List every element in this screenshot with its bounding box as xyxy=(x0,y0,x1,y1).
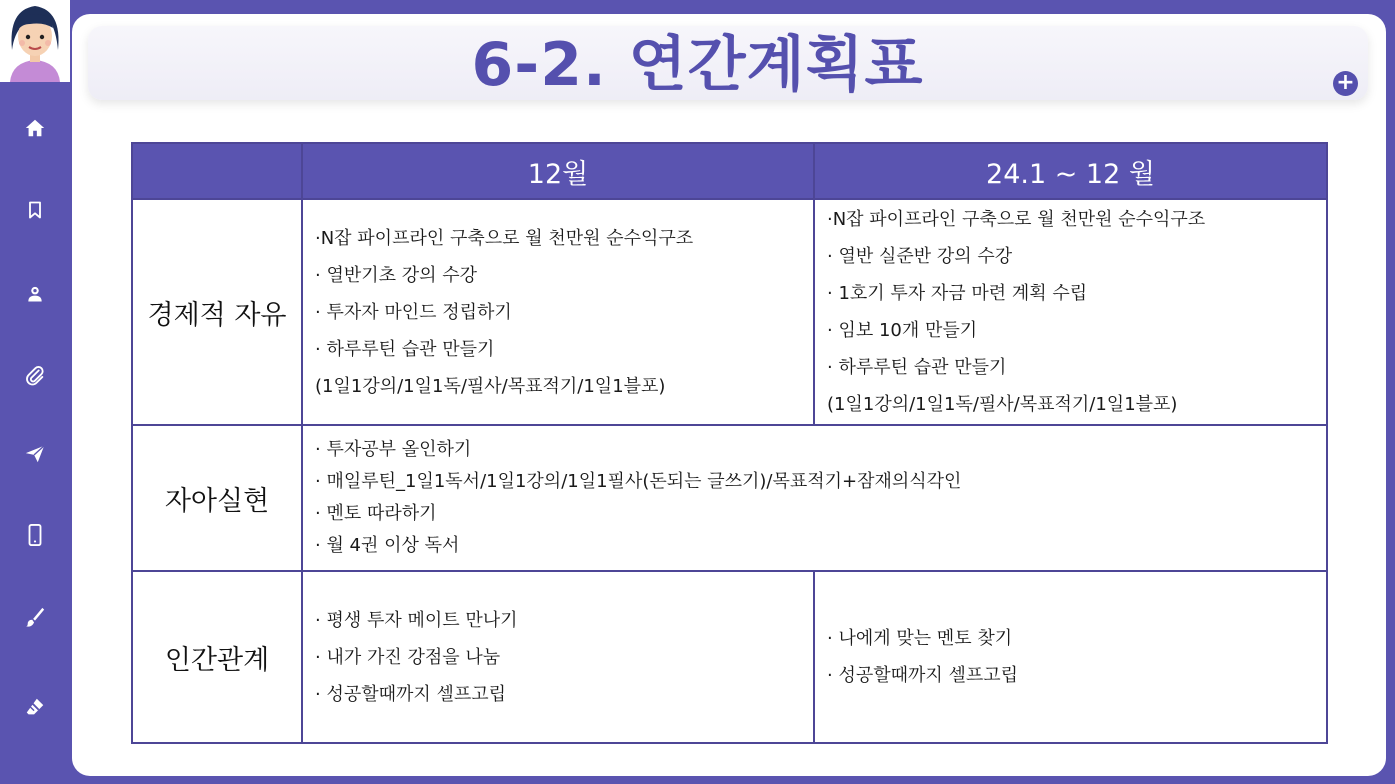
list-item: · 성공할때까지 셀프고립 xyxy=(315,683,507,705)
paperclip-icon[interactable] xyxy=(22,363,48,389)
row-label-financial-freedom: 경제적 자유 xyxy=(132,199,302,425)
list-item: · 투자자 마인드 정립하기 xyxy=(315,301,512,323)
header-corner xyxy=(132,143,302,199)
list-item: · 내가 가진 강점을 나눔 xyxy=(315,646,501,668)
phone-icon[interactable] xyxy=(22,522,48,548)
cell-financial-december xyxy=(302,199,814,425)
table-row xyxy=(132,571,1327,743)
list-item: (1일1강의/1일1독/필사/목표적기/1일1블포) xyxy=(827,394,1178,415)
list-item: · 하루루틴 습관 만들기 xyxy=(827,357,1007,378)
row-label-self-realization: 자아실현 xyxy=(132,425,302,571)
list-item: · 성공할때까지 셀프고립 xyxy=(827,665,1019,686)
table-row xyxy=(132,199,1327,425)
user-icon[interactable] xyxy=(22,281,48,307)
bookmark-icon[interactable] xyxy=(22,197,48,223)
annual-plan-table xyxy=(131,142,1328,744)
list-item: · 1호기 투자 자금 마련 계획 수립 xyxy=(827,283,1088,304)
brush-icon[interactable] xyxy=(22,604,48,630)
list-item: · 나에게 맞는 멘토 찾기 xyxy=(827,628,1013,649)
row-label-relationships: 인간관계 xyxy=(132,571,302,743)
list-item: · 투자공부 올인하기 xyxy=(315,439,472,460)
list-item: ·N잡 파이프라인 구축으로 월 천만원 순수익구조 xyxy=(315,227,694,249)
list-item: · 열반기초 강의 수강 xyxy=(315,264,477,286)
cell-relationships-december xyxy=(302,571,814,743)
list-item: · 멘토 따라하기 xyxy=(315,503,437,524)
list-item: · 월 4권 이상 독서 xyxy=(315,535,460,556)
list-item: · 하루루틴 습관 만들기 xyxy=(315,338,495,360)
sidebar xyxy=(0,0,72,784)
eraser-icon[interactable] xyxy=(22,694,48,720)
plus-icon: + xyxy=(1336,70,1355,95)
cell-financial-year xyxy=(814,199,1327,425)
header-year-range: 24.1 ~ 12 월 xyxy=(814,143,1327,199)
cell-relationships-year xyxy=(814,571,1327,743)
add-button[interactable] xyxy=(1333,71,1358,96)
list-item: ·N잡 파이프라인 구축으로 월 천만원 순수익구조 xyxy=(827,209,1206,230)
list-item: · 열반 실준반 강의 수강 xyxy=(827,246,1013,267)
list-item: (1일1강의/1일1독/필사/목표적기/1일1블포) xyxy=(315,375,666,397)
table-row xyxy=(132,425,1327,571)
list-item: · 평생 투자 메이트 만나기 xyxy=(315,609,518,631)
table-header-row xyxy=(132,143,1327,199)
page-title: 6-2. 연간계획표 xyxy=(471,30,924,100)
send-icon[interactable] xyxy=(22,441,48,467)
cell-self-realization xyxy=(302,425,1327,571)
header-december: 12월 xyxy=(302,143,814,199)
home-icon[interactable] xyxy=(22,115,48,141)
list-item: · 매일루틴_1일1독서/1일1강의/1일1필사(돈되는 글쓰기)/목표적기+잠재의식각인 xyxy=(315,471,962,492)
list-item: · 임보 10개 만들기 xyxy=(827,320,978,341)
